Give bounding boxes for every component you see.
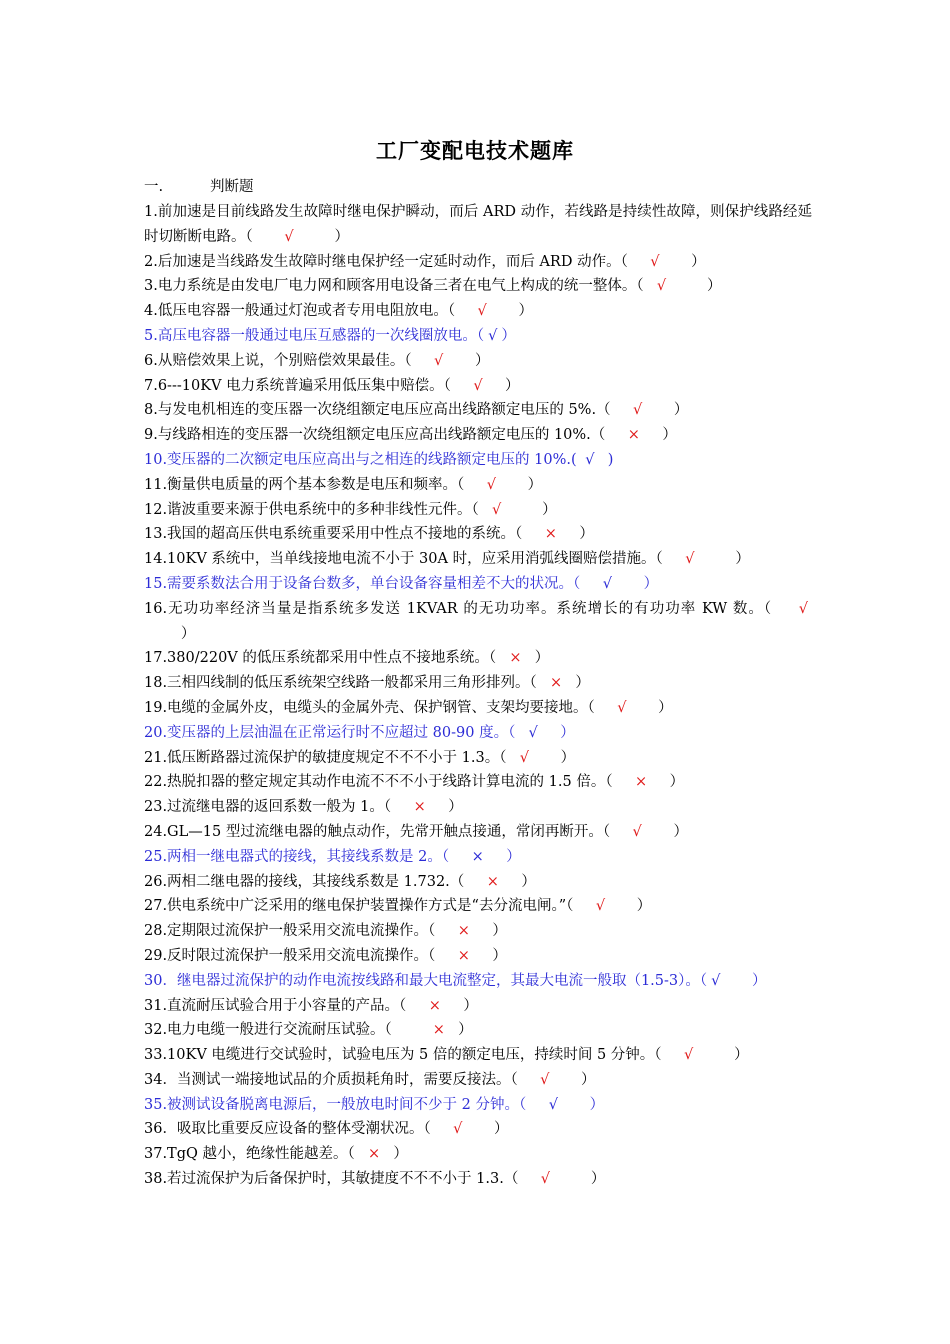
answer-gap <box>487 378 505 394</box>
question-item <box>144 473 812 498</box>
answer-gap <box>580 576 598 592</box>
question-text: 6.从赔偿效果上说，个别赔偿效果最佳。（ <box>144 352 412 369</box>
question-text: 23.过流继电器的返回系数一般为 1。（ <box>144 799 392 816</box>
check-mark-icon: √ <box>519 749 529 766</box>
answer-gap <box>253 229 281 245</box>
question-item <box>144 770 812 795</box>
answer-gap <box>144 626 181 642</box>
question-item <box>144 671 812 696</box>
answer-gap <box>670 278 707 294</box>
question-item <box>144 795 812 820</box>
answer-gap <box>646 402 674 418</box>
closing-paren: ） <box>579 526 594 543</box>
answer-gap <box>488 849 506 865</box>
answer-gap <box>553 1072 581 1088</box>
question-text: 11.衡量供电质量的两个基本参数是电压和频率。（ <box>144 476 465 493</box>
closing-paren: ） <box>518 303 533 320</box>
cross-mark-icon: × <box>428 997 441 1014</box>
question-item <box>144 547 812 572</box>
question-text: 26.两相二继电器的接线，其接线系数是 1.732.（ <box>144 873 465 890</box>
answer-gap <box>542 725 560 741</box>
check-mark-icon: √ <box>685 551 695 568</box>
closing-paren: ） <box>669 774 685 791</box>
closing-paren: ） <box>505 377 520 394</box>
closing-paren: ） <box>521 873 536 890</box>
question-item <box>144 274 812 299</box>
question-item <box>144 423 812 448</box>
closing-paren: ） <box>474 352 490 369</box>
closing-paren: ） <box>458 1022 473 1039</box>
question-item <box>144 522 812 547</box>
answer-gap <box>662 1047 680 1063</box>
check-mark-icon: √ <box>585 451 595 468</box>
answer-gap <box>605 427 623 443</box>
closing-paren: ） <box>492 923 507 940</box>
section-label: 判断题 <box>210 179 254 195</box>
check-mark-icon: √ <box>798 600 808 617</box>
answer-gap <box>537 675 546 691</box>
cross-mark-icon: × <box>486 873 499 890</box>
question-text: 20.变压器的上层油温在正常运行时不应超过 80-90 度。（ <box>144 724 516 741</box>
question-item <box>144 721 812 746</box>
question-text: 8.与发电机相连的变压器一次绕组额定电压应高出线路额定电压的 5%.（ <box>144 402 611 419</box>
question-text: 22.热脱扣器的整定规定其动作电流不不不小于线路计算电流的 1.5 倍。（ <box>144 774 613 791</box>
answer-gap <box>631 700 659 716</box>
question-text: 32.电力电缆一般进行交流耐压试验。（ <box>144 1022 392 1039</box>
question-item <box>144 820 812 845</box>
question-item <box>144 349 812 374</box>
question-text: 24.GL—15 型过流继电器的触点动作，先常开触点接通，常闭再断开。（ <box>144 823 611 840</box>
question-item <box>144 696 812 721</box>
question-text: 37.TgQ 越小，绝缘性能越差。（ <box>144 1146 355 1163</box>
closing-paren: ） <box>581 1071 596 1088</box>
closing-paren: ） <box>393 1146 408 1163</box>
answer-gap <box>355 1146 364 1162</box>
answer-gap <box>644 427 662 443</box>
check-mark-icon: √ <box>477 303 487 320</box>
answer-gap <box>491 303 519 319</box>
answer-gap <box>562 1097 590 1113</box>
answer-gap <box>505 502 542 518</box>
answer-gap <box>518 1072 536 1088</box>
check-mark-icon: √ <box>656 278 667 295</box>
question-text: 17.380/220V 的低压系统都采用中性点不接地系统。（ <box>144 650 497 667</box>
question-item <box>144 1068 812 1093</box>
cross-mark-icon: × <box>471 848 484 865</box>
answer-gap <box>503 874 521 890</box>
answer-gap <box>298 229 335 245</box>
check-mark-icon: √ <box>540 1171 551 1188</box>
closing-paren: ） <box>673 823 688 840</box>
question-item <box>144 1018 812 1043</box>
question-item <box>144 572 812 597</box>
answer-gap <box>445 998 463 1014</box>
answer-gap <box>613 774 631 790</box>
closing-paren: ） <box>542 501 557 518</box>
answer-gap <box>533 750 561 766</box>
answer-gap <box>772 601 795 617</box>
cross-mark-icon: × <box>544 526 557 543</box>
question-item <box>144 498 812 523</box>
closing-paren: ） <box>735 551 750 568</box>
question-text: 14.10KV 系统中，当单线接地电流不小于 30A 时，应采用消弧线圈赔偿措施。（ <box>144 551 663 568</box>
check-mark-icon: √ <box>284 228 294 245</box>
question-text: 28.定期限过流保护一般采用交流电流操作。（ <box>144 923 436 940</box>
closing-paren: ） <box>589 1096 605 1113</box>
answer-gap <box>447 353 475 369</box>
closing-paren: ） <box>636 898 652 915</box>
answer-gap <box>500 477 528 493</box>
question-text: 16.无功功率经济当量是指系统多发送 1KVAR 的无功功率。系统增长的有功功率 KW 数。（ <box>144 600 773 617</box>
check-mark-icon: √ <box>540 1071 550 1088</box>
closing-paren: ） <box>643 575 659 592</box>
closing-paren: ） <box>494 1121 509 1138</box>
answer-gap <box>455 303 473 319</box>
check-mark-icon: √ <box>488 327 498 344</box>
question-item <box>144 250 812 275</box>
question-text: 1.前加速是目前线路发生故障时继电保护瞬动，而后 ARD 动作，若线路是持续性故障，则保护线路经延时切断断电路。（ <box>144 204 812 245</box>
check-mark-icon: √ <box>632 823 642 840</box>
check-mark-icon: √ <box>595 898 606 915</box>
answer-gap <box>609 898 637 914</box>
answer-gap <box>464 477 482 493</box>
check-mark-icon: √ <box>492 501 502 518</box>
answer-gap <box>526 650 535 666</box>
question-text: 25.两相一继电器式的接线，其接线系数是 2。（ <box>144 848 450 865</box>
answer-gap <box>664 254 692 270</box>
answer-gap <box>466 1121 494 1137</box>
check-mark-icon: √ <box>453 1121 463 1138</box>
answer-gap <box>644 278 653 294</box>
question-item <box>144 746 812 771</box>
answer-gap <box>526 1097 544 1113</box>
question-list <box>144 200 812 1192</box>
answer-gap <box>646 824 674 840</box>
answer-gap <box>391 799 409 815</box>
question-item <box>144 894 812 919</box>
answer-gap <box>595 700 613 716</box>
question-text: 21.低压断路器过流保护的敏捷度规定不不不小于 1.3。（ <box>144 749 507 766</box>
section-heading <box>144 175 254 200</box>
cross-mark-icon: × <box>457 947 470 964</box>
cross-mark-icon: × <box>509 650 522 667</box>
check-mark-icon: √ <box>633 402 643 419</box>
question-item <box>144 448 812 473</box>
question-item <box>144 1043 812 1068</box>
check-mark-icon: √ <box>486 476 496 493</box>
question-item <box>144 845 812 870</box>
question-item <box>144 324 812 349</box>
closing-paren: ） <box>448 799 463 816</box>
answer-gap <box>449 849 467 865</box>
question-text: 7.6---10KV 电力系统普遍采用低压集中赔偿。（ <box>144 377 451 394</box>
answer-gap <box>561 526 579 542</box>
check-mark-icon: √ <box>473 377 483 394</box>
closing-paren: ） <box>463 997 478 1014</box>
answer-gap <box>616 576 644 592</box>
question-text: 30．继电器过流保护的动作电流按线路和最大电流整定，其最大电流一般取（1.5-3）。（ <box>144 972 708 989</box>
answer-gap <box>554 1171 591 1187</box>
answer-gap <box>406 998 424 1014</box>
question-text: 15.需要系数法合用于设备台数多，单台设备容量相差不大的状况。（ <box>144 575 581 592</box>
answer-gap <box>464 874 482 890</box>
answer-gap <box>611 402 629 418</box>
question-text: 31.直流耐压试验合用于小容量的产品。（ <box>144 997 407 1014</box>
closing-paren: ） <box>691 253 706 270</box>
closing-paren: ） <box>180 625 196 642</box>
answer-gap <box>449 1022 458 1038</box>
answer-gap <box>599 452 608 468</box>
check-mark-icon: √ <box>711 972 721 989</box>
question-item <box>144 398 812 423</box>
question-text: 34．当测试一端接地试品的介质损耗角时，需要反接法。（ <box>144 1071 518 1088</box>
question-text: 36．吸取比重要反应设备的整体受潮状况。（ <box>144 1121 431 1138</box>
question-item <box>144 969 812 994</box>
question-item <box>144 1093 812 1118</box>
question-text: 9.与线路相连的变压器一次绕组额定电压应高出线路额定电压的 10%.（ <box>144 427 606 444</box>
answer-gap <box>699 551 736 567</box>
cross-mark-icon: × <box>367 1146 381 1163</box>
answer-gap <box>451 378 469 394</box>
check-mark-icon: √ <box>617 699 627 716</box>
question-text: 33.10KV 电缆进行交试验时，试验电压为 5 倍的额定电压，持续时间 5 分钟。（ <box>144 1047 662 1064</box>
question-text: 38.若过流保护为后备保护时，其敏捷度不不不小于 1.3.（ <box>144 1171 519 1188</box>
cross-mark-icon: × <box>432 1022 445 1039</box>
cross-mark-icon: × <box>635 774 648 791</box>
answer-gap <box>518 1171 536 1187</box>
closing-paren: ） <box>501 327 516 344</box>
question-item <box>144 374 812 399</box>
closing-paren: ） <box>673 402 689 419</box>
question-text: 3.电力系统是由发电厂电力网和顾客用电设备三者在电气上构成的统一整体。（ <box>144 278 644 295</box>
question-text: 19.电缆的金属外皮，电缆头的金属外壳、保护钢管、支架均要接地。（ <box>144 699 595 716</box>
question-text: 35.被测试设备脱离电源后，一般放电时间不少于 2 分钟。（ <box>144 1096 527 1113</box>
question-text: 4.低压电容器一般通过灯泡或者专用电阻放电。（ <box>144 303 456 320</box>
answer-gap <box>431 1121 449 1137</box>
closing-paren: ） <box>734 1047 749 1064</box>
closing-paren: ） <box>575 675 590 692</box>
answer-gap <box>474 923 492 939</box>
answer-gap <box>663 551 681 567</box>
answer-gap <box>384 1146 393 1162</box>
answer-gap <box>573 898 591 914</box>
closing-paren: ） <box>752 972 767 989</box>
closing-paren: ） <box>527 476 543 493</box>
question-text: 27.供电系统中广泛采用的继电保护装置操作方式是“去分流电闸。”（ <box>144 898 574 915</box>
question-item <box>144 994 812 1019</box>
closing-paren: ） <box>506 848 521 865</box>
check-mark-icon: √ <box>650 253 660 270</box>
answer-gap <box>430 799 448 815</box>
question-text: 2.后加速是当线路发生故障时继电保护经一定延时动作，而后 ARD 动作。（ <box>144 253 628 270</box>
answer-gap <box>522 526 540 542</box>
question-item <box>144 1117 812 1142</box>
answer-gap <box>392 1022 429 1038</box>
answer-gap <box>651 774 669 790</box>
check-mark-icon: √ <box>548 1096 558 1113</box>
answer-gap <box>479 502 488 518</box>
answer-gap <box>610 824 628 840</box>
question-item <box>144 597 812 647</box>
closing-paren: ） <box>560 749 576 766</box>
section-number: 一. <box>144 179 164 195</box>
question-item <box>144 919 812 944</box>
question-text: 29.反时限过流保护一般采用交流电流操作。（ <box>144 947 436 964</box>
closing-paren: ） <box>590 1171 606 1188</box>
question-text: 10.变压器的二次额定电压应高出与之相连的线路额定电压的 10%.( <box>144 451 577 468</box>
check-mark-icon: √ <box>528 724 538 741</box>
check-mark-icon: √ <box>602 575 612 592</box>
closing-paren: ） <box>706 278 722 295</box>
answer-gap <box>628 254 646 270</box>
answer-gap <box>474 948 492 964</box>
check-mark-icon: √ <box>434 352 444 369</box>
answer-gap <box>412 353 430 369</box>
cross-mark-icon: × <box>413 799 426 816</box>
answer-gap <box>496 650 505 666</box>
answer-gap <box>435 948 453 964</box>
question-item <box>144 646 812 671</box>
closing-paren: ） <box>662 427 677 444</box>
closing-paren: ） <box>334 228 350 245</box>
closing-paren: ） <box>658 699 673 716</box>
question-item <box>144 1167 812 1192</box>
question-item <box>144 299 812 324</box>
question-item <box>144 1142 812 1167</box>
question-item <box>144 944 812 969</box>
question-text: 12.谐波重要来源于供电系统中的多种非线性元件。（ <box>144 501 479 518</box>
answer-gap <box>506 750 515 766</box>
question-text: 18.三相四线制的低压系统架空线路一般都采用三角形排列。（ <box>144 675 537 692</box>
answer-gap <box>724 973 752 989</box>
cross-mark-icon: × <box>457 923 470 940</box>
check-mark-icon: √ <box>684 1047 694 1064</box>
closing-paren: ） <box>560 724 575 741</box>
cross-mark-icon: × <box>550 675 563 692</box>
answer-gap <box>435 923 453 939</box>
question-item <box>144 870 812 895</box>
question-item <box>144 200 812 250</box>
question-text: 5.高压电容器一般通过电压互感器的一次线圈放电。（ <box>144 327 485 344</box>
answer-gap <box>697 1047 734 1063</box>
closing-paren: ） <box>492 947 507 964</box>
cross-mark-icon: × <box>627 427 640 444</box>
page-title: 工厂变配电技术题库 <box>376 138 574 163</box>
closing-paren: ） <box>534 650 550 667</box>
question-text: 13.我国的超高压供电系统重要采用中性点不接地的系统。（ <box>144 526 523 543</box>
answer-gap <box>515 725 524 741</box>
closing-paren: ) <box>607 451 614 468</box>
